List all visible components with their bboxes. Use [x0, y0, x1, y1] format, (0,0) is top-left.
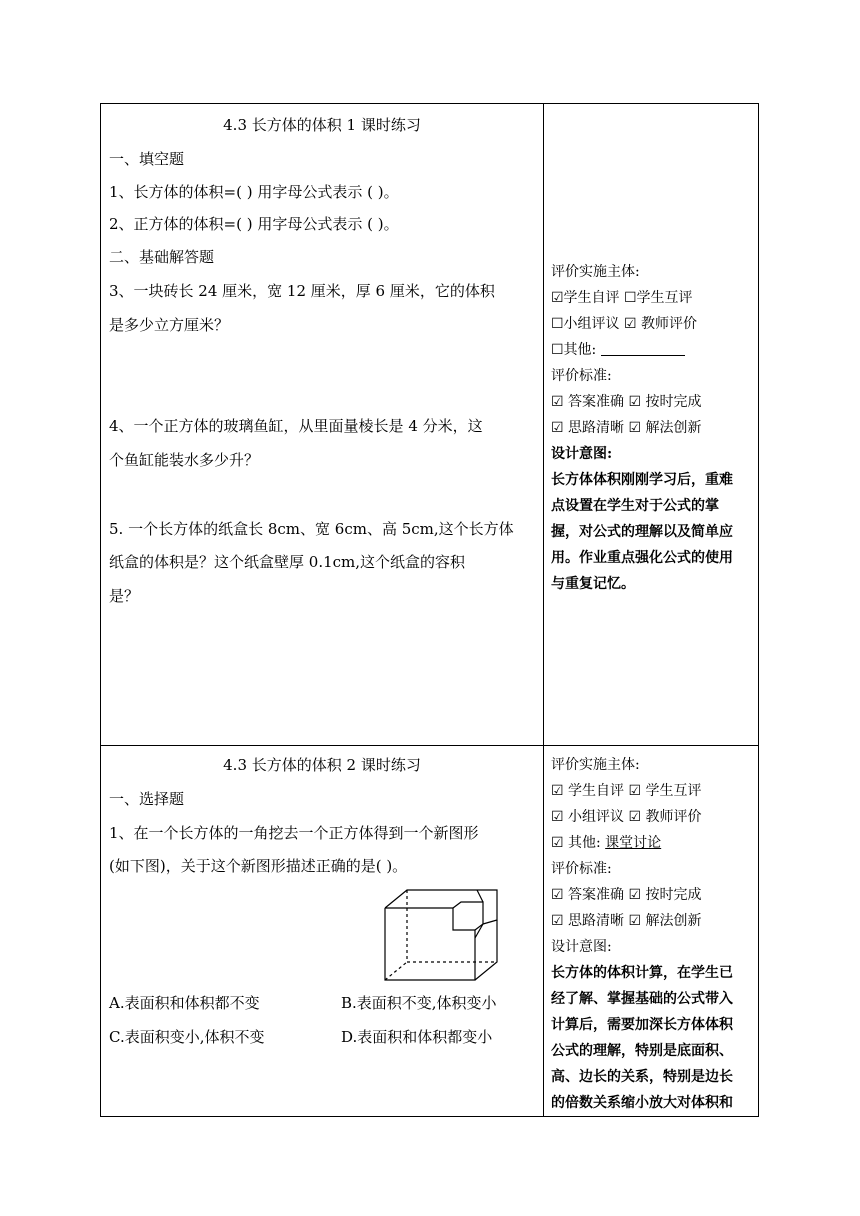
section1-eval-criteria-row2: ☑ 思路清晰 ☑ 解法创新	[551, 420, 702, 436]
section2-design-line2: 经了解、掌握基础的公式带入	[551, 991, 733, 1007]
section2-design-label: 设计意图:	[551, 939, 612, 955]
section2-eval-other-value: 课堂讨论	[605, 835, 662, 851]
section1-eval-other	[551, 340, 685, 360]
section1-question-2: 2、正方体的体积=( ) 用字母公式表示 ( )。	[109, 215, 399, 233]
section2-eval-subject-row1: ☑ 学生自评 ☑ 学生互评	[551, 783, 702, 799]
option-c: C.表面积变小,体积不变	[109, 1028, 265, 1046]
section2-design-line1: 长方体的体积计算，在学生已	[551, 965, 733, 981]
section1-design-line3: 握，对公式的理解以及简单应	[551, 524, 733, 540]
cuboid-notch-figure	[379, 884, 509, 986]
section1-design-line2: 点设置在学生对于公式的掌	[551, 498, 719, 514]
section2-eval-other-label: ☑ 其他:	[551, 835, 601, 851]
option-b: B.表面积不变,体积变小	[341, 994, 497, 1012]
section2-title: 4.3 长方体的体积 2 课时练习	[223, 756, 421, 774]
section1-part1-heading: 一、填空题	[109, 150, 185, 168]
section1-design-line5: 与重复记忆。	[551, 576, 635, 592]
section2-design-line4: 公式的理解，特别是底面积、	[551, 1043, 733, 1059]
section1-eval-subject-row2: ☐小组评议 ☑ 教师评价	[551, 316, 698, 332]
section1-question-3-line1: 3、一块砖长 24 厘米，宽 12 厘米，厚 6 厘米，它的体积	[109, 282, 495, 300]
section2-question-1-line1: 1、在一个长方体的一角挖去一个正方体得到一个新图形	[109, 824, 479, 842]
section1-eval-criteria-row1: ☑ 答案准确 ☑ 按时完成	[551, 394, 702, 410]
notch-top-edge	[477, 890, 483, 902]
column-divider	[543, 104, 544, 1116]
section1-eval-criteria-label: 评价标准:	[551, 368, 612, 384]
section1-eval-subject-row1: ☑学生自评 ☐学生互评	[551, 290, 693, 306]
section1-question-3-line2: 是多少立方厘米？	[109, 316, 230, 334]
option-a: A.表面积和体积都不变	[109, 994, 260, 1012]
section1-question-5-line1: 5. 一个长方体的纸盒长 8cm、宽 6cm、高 5cm,这个长方体	[109, 520, 514, 538]
section1-part2-heading: 二、基础解答题	[109, 248, 215, 266]
section2-eval-criteria-row1: ☑ 答案准确 ☑ 按时完成	[551, 887, 702, 903]
section2-design-line3: 计算后，需要加深长方体体积	[551, 1017, 733, 1033]
option-d: D.表面积和体积都变小	[341, 1028, 493, 1046]
section2-design-line6: 的倍数关系缩小放大对体积和	[551, 1095, 733, 1111]
section1-question-5-line2: 纸盒的体积是？这个纸盒壁厚 0.1cm,这个纸盒的容积	[109, 553, 466, 571]
section2-part1-heading: 一、选择题	[109, 790, 185, 808]
other-blank-line	[601, 341, 685, 356]
section1-design-line1: 长方体体积刚刚学习后，重难	[551, 472, 733, 488]
section1-question-4-line1: 4、一个正方体的玻璃鱼缸，从里面量棱长是 4 分米，这	[109, 417, 483, 435]
row-divider	[101, 745, 758, 746]
notch-diagonal-edge	[475, 924, 483, 938]
top-back-edge	[385, 890, 477, 908]
section1-question-1: 1、长方体的体积=( ) 用字母公式表示 ( )。	[109, 183, 399, 201]
section1-eval-subject-label: 评价实施主体:	[551, 264, 640, 280]
section1-title: 4.3 长方体的体积 1 课时练习	[223, 116, 421, 134]
section2-eval-criteria-row2: ☑ 思路清晰 ☑ 解法创新	[551, 913, 702, 929]
section1-question-4-line2: 个鱼缸能装水多少升？	[109, 451, 260, 469]
section2-eval-subject-label: 评价实施主体:	[551, 757, 640, 773]
section1-design-line4: 用。作业重点强化公式的使用	[551, 550, 733, 566]
section1-design-label: 设计意图:	[551, 446, 613, 462]
section1-question-5-line3: 是？	[109, 587, 140, 605]
right-side-edge	[475, 920, 497, 980]
section1-eval-other-label: ☐其他:	[551, 342, 597, 358]
section2-eval-criteria-label: 评价标准:	[551, 861, 612, 877]
exercise-table	[100, 103, 759, 1117]
front-face-edge	[385, 908, 475, 980]
notch-inner-edge	[453, 902, 483, 930]
hidden-back-edges	[407, 890, 497, 962]
section2-design-line5: 高、边长的关系，特别是边长	[551, 1069, 733, 1085]
section2-eval-subject-row2: ☑ 小组评议 ☑ 教师评价	[551, 809, 702, 825]
section2-question-1-line2: (如下图)，关于这个新图形描述正确的是( )。	[109, 857, 408, 875]
section2-eval-other	[551, 833, 661, 853]
hidden-diagonal-edge	[385, 962, 407, 980]
notch-front-edge	[453, 908, 475, 938]
